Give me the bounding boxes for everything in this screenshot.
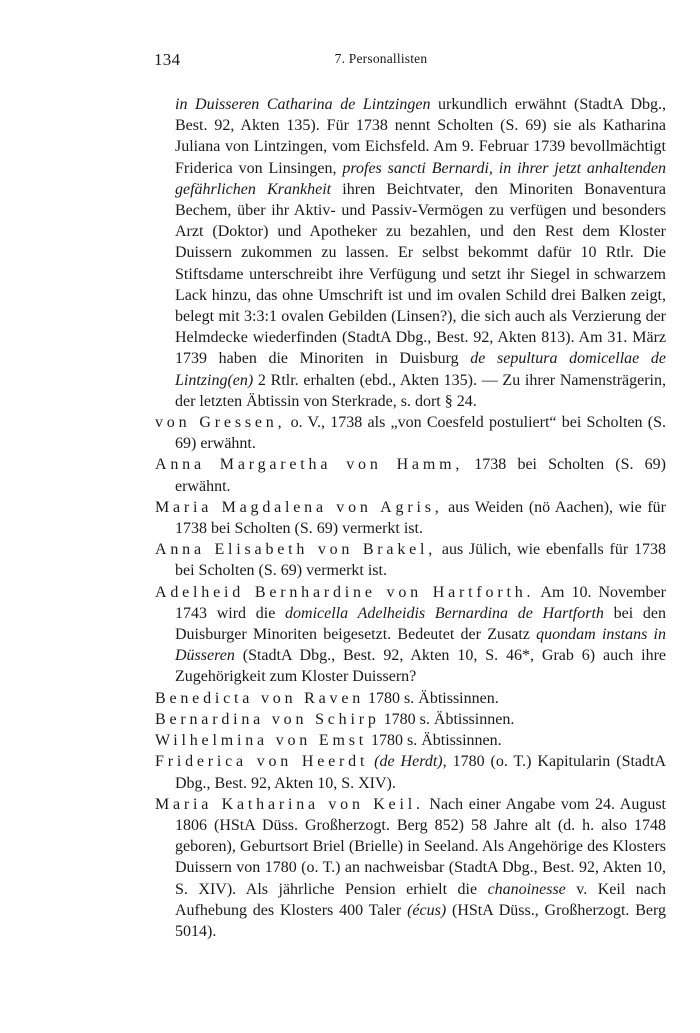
continued-paragraph: in Duisseren Catharina de Lintzingen urkundlich erwähnt (StadtA Dbg., Best. 92, Akten 135). Für 1738 nennt Scholten (S. 69) sie als Katharina Juliana von Lintzingen, vom Eichsfeld. Am 9. Februar 1739 bevollmächtigt Friderica von Linsingen, profes sancti Bernardi, in ihrer jetzt anhaltenden gefährlichen Krankheit ihren Beichtvater, den Minoriten Bonaventura Bechem, über ihr Aktiv- und Passiv-Vermögen zu verfügen und besonders Arzt (Doktor) und Apotheker zu bezahlen, und den Rest dem Kloster Duissern zukommen zu lassen. Er selbst bekommt dafür 10 Rtlr. Die Stiftsdame unterschreibt ihre Verfügung und setzt ihr Siegel in schwarzem Lack hinzu, das ohne Umschrift ist und im ovalen Schild drei Balken zeigt, belegt mit 3:3:1 ovalen Gebilden (Linsen?), die sich auch als Verzierung der Helmdecke wiederfinden (StadtA Dbg., Best. 92, Akten 813). Am 31. März 1739 haben die Minoriten in Duisburg de sepultura domicellae de Lintzing(en) 2 Rtlr. erhalten (ebd., Akten 135). — Zu ihrer Namensträgerin, der letzten Äbtissin von Sterkrade, s. dort § 24. bbox=[175, 96, 667, 410]
entry-von-raven: Benedicta von Raven 1780 s. Äbtissinnen. bbox=[155, 689, 499, 707]
italic-text: (de Herdt), bbox=[374, 753, 447, 771]
entry-name: von Gressen, bbox=[155, 414, 286, 432]
entry-von-brakel: Anna Elisabeth von Brakel, aus Jülich, wie ebenfalls für 1738 bei Scholten (S. 69) vermerkt ist. bbox=[155, 541, 666, 580]
entry-name: Anna Elisabeth von Brakel, bbox=[155, 541, 437, 559]
italic-text: (écus) bbox=[407, 901, 447, 919]
entry-von-agris: Maria Magdalena von Agris, aus Weiden (nö Aachen), wie für 1738 bei Scholten (S. 69) vermerkt ist. bbox=[155, 498, 666, 538]
italic-text: de sepultura domicellae de Lintzing(en) bbox=[175, 350, 667, 389]
entry-von-emst: Wilhelmina von Emst 1780 s. Äbtissinnen. bbox=[155, 732, 502, 750]
entry-name: Adelheid Bernhardine von Hartforth. bbox=[155, 583, 535, 601]
running-head: 7. Personallisten bbox=[334, 51, 428, 66]
entry-von-schirp: Bernardina von Schirp 1780 s. Äbtissinnen. bbox=[155, 710, 515, 728]
entry-name: Maria Katharina von Keil. bbox=[155, 795, 424, 813]
entry-von-keil: Maria Katharina von Keil. Nach einer Angabe vom 24. August 1806 (HStA Düss. Großherzogt. Berg 852) 58 Jahre alt (d. h. also 1748 geboren), Geburtsort Briel (Brielle) in Seeland. Als Angehörige des Klosters Duissern von 1780 (o. T.) an nachweisbar (StadtA Dbg., Best. 92, Akten 10, S. XIV). Als jährliche Pension erhielt die chanoinesse v. Keil nach Aufhebung des Klosters 400 Taler (écus) (HStA Düss., Großherzogt. Berg 5014). bbox=[155, 795, 667, 940]
italic-text: profes sancti Bernardi, in ihrer jetzt anhaltenden gefährlichen Krankheit bbox=[175, 159, 666, 198]
entry-name: Benedicta von Raven bbox=[155, 689, 365, 707]
entry-von-gressen: von Gressen, o. V., 1738 als „von Coesfeld postuliert“ bei Scholten (S. 69) erwähnt. bbox=[155, 414, 666, 453]
page-header bbox=[0, 50, 700, 74]
entry-von-hartforth: Adelheid Bernhardine von Hartforth. Am 10. November 1743 wird die domicella Adelheidis Bernardina de Hartforth bei den Duisburger Minoriten beigesetzt. Bedeutet der Zusatz quondam instans in Düsseren (StadtA Dbg., Best. 92, Akten 10, S. 46*, Grab 6) auch ihre Zugehörigkeit zum Kloster Duissern? bbox=[155, 583, 666, 686]
italic-text: chanoinesse bbox=[487, 880, 566, 898]
italic-text: quondam instans in Düsseren bbox=[175, 626, 666, 665]
body-text bbox=[155, 94, 666, 942]
italic-text: domicella Adelheidis Bernardina de Hartforth bbox=[285, 604, 604, 622]
entry-von-hamm: Anna Margaretha von Hamm, 1738 bei Scholten (S. 69) erwähnt. bbox=[155, 456, 666, 495]
entry-name: Friderica von Heerdt bbox=[155, 753, 369, 771]
entry-name: Bernardina von Schirp bbox=[155, 710, 380, 728]
entry-von-heerdt: Friderica von Heerdt (de Herdt), 1780 (o. T.) Kapitularin (StadtA Dbg., Best. 92, Akten 10, S. XIV). bbox=[155, 753, 667, 792]
entry-name: Anna Margaretha von Hamm, bbox=[155, 456, 464, 474]
italic-text: in Duisseren Catharina de Lintzingen bbox=[175, 96, 431, 113]
page-number: 134 bbox=[154, 50, 181, 69]
entry-name: Wilhelmina von Emst bbox=[155, 732, 367, 750]
entry-name: Maria Magdalena von Agris, bbox=[155, 498, 443, 516]
